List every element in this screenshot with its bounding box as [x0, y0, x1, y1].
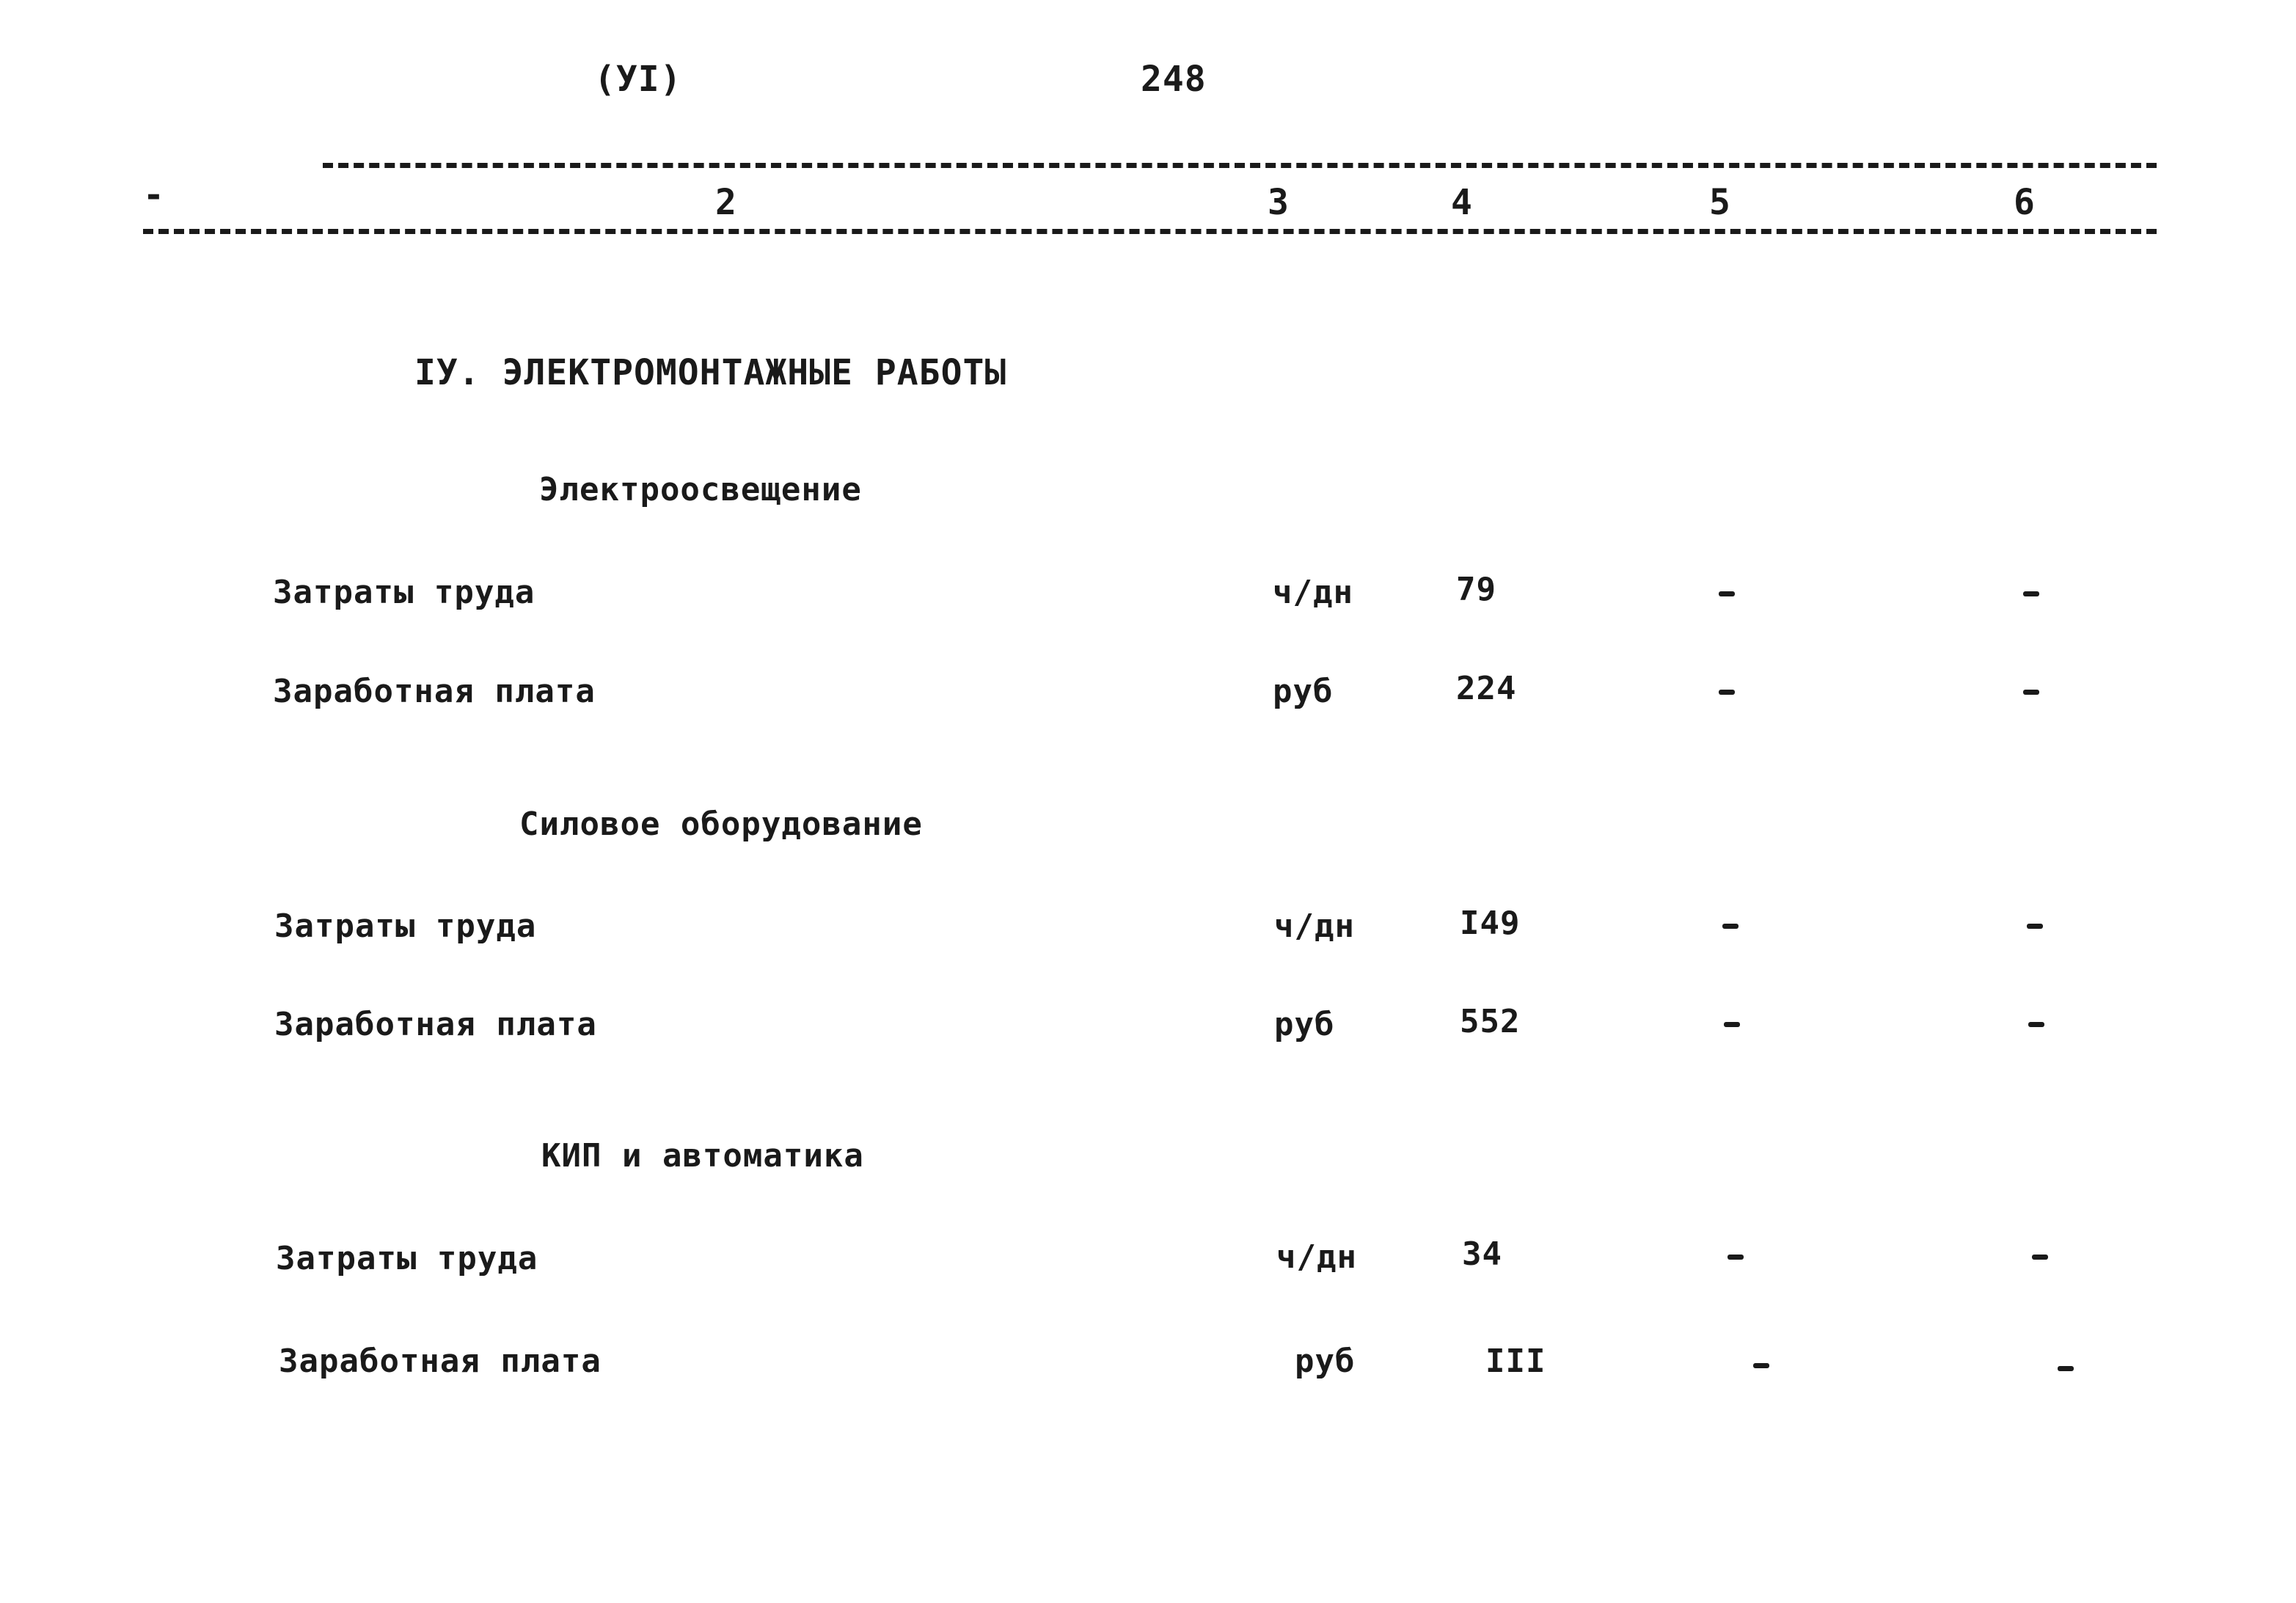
row-col6-dash [2023, 591, 2039, 596]
row-label: Заработная плата [274, 1006, 597, 1043]
row-col5-dash [1724, 1022, 1740, 1027]
row-unit: ч/дн [1274, 908, 1355, 945]
row-col6-dash [2027, 924, 2043, 929]
row-value: 552 [1460, 1003, 1521, 1040]
row-value: III [1485, 1343, 1546, 1380]
column-header-1: - [143, 175, 165, 216]
row-unit: руб [1274, 1006, 1335, 1043]
section-code: (УI) [594, 59, 682, 100]
row-unit: руб [1295, 1343, 1356, 1380]
row-unit: руб [1273, 673, 1334, 710]
group-title: Электроосвещение [539, 471, 862, 508]
row-value: 224 [1456, 670, 1517, 707]
row-col5-dash [1728, 1255, 1744, 1260]
row-label: Заработная плата [279, 1343, 602, 1380]
row-value: I49 [1460, 905, 1521, 942]
row-col5-dash [1719, 690, 1735, 695]
row-col5-dash [1719, 591, 1735, 596]
row-unit: ч/дн [1276, 1238, 1357, 1276]
row-col5-dash [1722, 924, 1739, 929]
row-label: Заработная плата [273, 673, 596, 710]
row-label: Затраты труда [273, 574, 535, 611]
row-col6-dash [2023, 690, 2039, 695]
group-title: КИП и автоматика [541, 1137, 864, 1175]
row-col6-dash [2058, 1366, 2074, 1371]
section-title: IУ. ЭЛЕКТРОМОНТАЖНЫЕ РАБОТЫ [414, 352, 1007, 393]
column-header-2: 2 [715, 182, 737, 223]
row-label: Затраты труда [274, 908, 537, 945]
column-header-5: 5 [1709, 182, 1731, 223]
column-header-4: 4 [1451, 182, 1473, 223]
page-number: 248 [1141, 59, 1207, 100]
row-col6-dash [2032, 1255, 2048, 1260]
header-rule-top [323, 163, 2157, 168]
row-col5-dash [1753, 1363, 1769, 1368]
row-unit: ч/дн [1273, 574, 1353, 611]
row-value: 79 [1456, 571, 1496, 608]
column-header-6: 6 [2014, 182, 2036, 223]
column-header-3: 3 [1268, 182, 1290, 223]
header-rule-bottom [143, 229, 2157, 234]
group-title: Силовое оборудование [519, 806, 923, 843]
row-value: 34 [1462, 1235, 1502, 1273]
row-label: Затраты труда [276, 1240, 538, 1277]
row-col6-dash [2028, 1022, 2044, 1027]
